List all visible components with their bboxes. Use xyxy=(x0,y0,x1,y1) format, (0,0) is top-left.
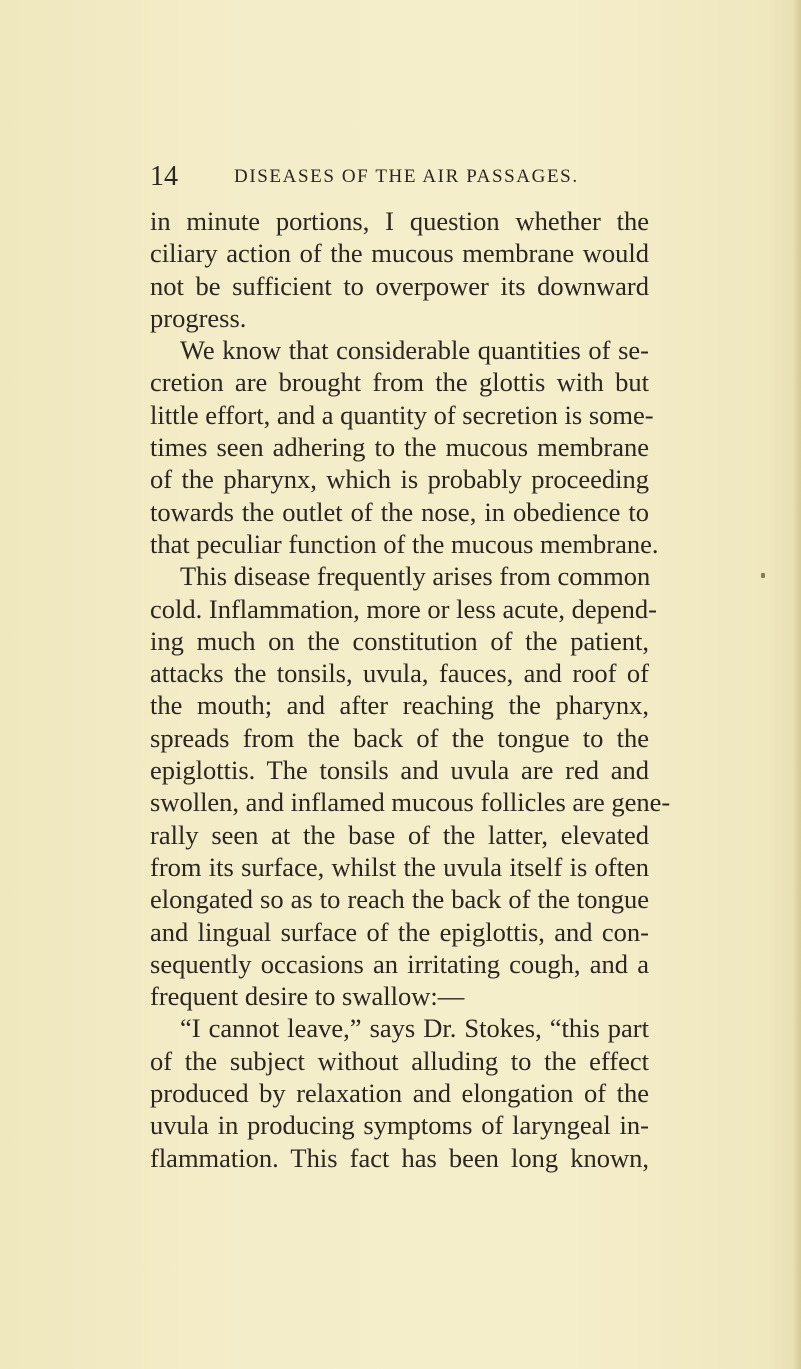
page-edge-shadow xyxy=(793,0,801,1369)
text-line: rally seen at the base of the latter, elevated xyxy=(150,819,649,850)
running-head xyxy=(150,160,650,194)
text-line: towards the outlet of the nose, in obedience to xyxy=(150,496,649,527)
text-line: cretion are brought from the glottis with but xyxy=(150,367,649,398)
page-number: 14 xyxy=(150,161,178,192)
text-line: the mouth; and after reaching the pharynx, xyxy=(150,690,649,721)
margin-mark xyxy=(761,573,765,578)
text-line: “I cannot leave,” says Dr. Stokes, “this part xyxy=(180,1013,649,1044)
text-line: and lingual surface of the epiglottis, and con- xyxy=(150,916,649,947)
text-line: attacks the tonsils, uvula, fauces, and roof of xyxy=(150,658,649,689)
text-line: epiglottis. The tonsils and uvula are red and xyxy=(150,755,649,786)
text-line: not be sufficient to overpower its downward xyxy=(150,270,649,301)
text-line: little effort, and a quantity of secretion is some- xyxy=(150,399,654,430)
text-line: times seen adhering to the mucous membrane xyxy=(150,432,649,463)
text-line: elongated so as to reach the back of the tongue xyxy=(150,884,649,915)
text-line: frequent desire to swallow:— xyxy=(150,981,465,1012)
text-line: This disease frequently arises from common xyxy=(180,561,651,592)
text-line: ing much on the constitution of the patient, xyxy=(150,625,649,656)
text-line: ciliary action of the mucous membrane would xyxy=(150,238,649,269)
running-title: DISEASES OF THE AIR PASSAGES. xyxy=(234,166,579,187)
body-text xyxy=(150,205,671,1174)
text-line: cold. Inflammation, more or less acute, depend- xyxy=(150,593,658,624)
text-line: uvula in producing symptoms of laryngeal in- xyxy=(150,1110,649,1141)
text-line: flammation. This fact has been long known, xyxy=(150,1142,649,1173)
text-line: We know that considerable quantities of se- xyxy=(180,335,649,366)
text-line: of the subject without alluding to the effect xyxy=(150,1045,649,1076)
text-line: produced by relaxation and elongation of the xyxy=(150,1078,649,1109)
text-line: in minute portions, I question whether the xyxy=(150,206,649,236)
text-line: progress. xyxy=(150,302,247,333)
text-line: from its surface, whilst the uvula itself is often xyxy=(150,851,649,882)
text-line: that peculiar function of the mucous membrane. xyxy=(150,528,659,559)
text-line: swollen, and inflamed mucous follicles are gene- xyxy=(150,787,671,818)
text-line: of the pharynx, which is probably proceeding xyxy=(150,464,649,495)
text-line: sequently occasions an irritating cough, and a xyxy=(150,948,649,979)
text-line: spreads from the back of the tongue to the xyxy=(150,722,649,753)
